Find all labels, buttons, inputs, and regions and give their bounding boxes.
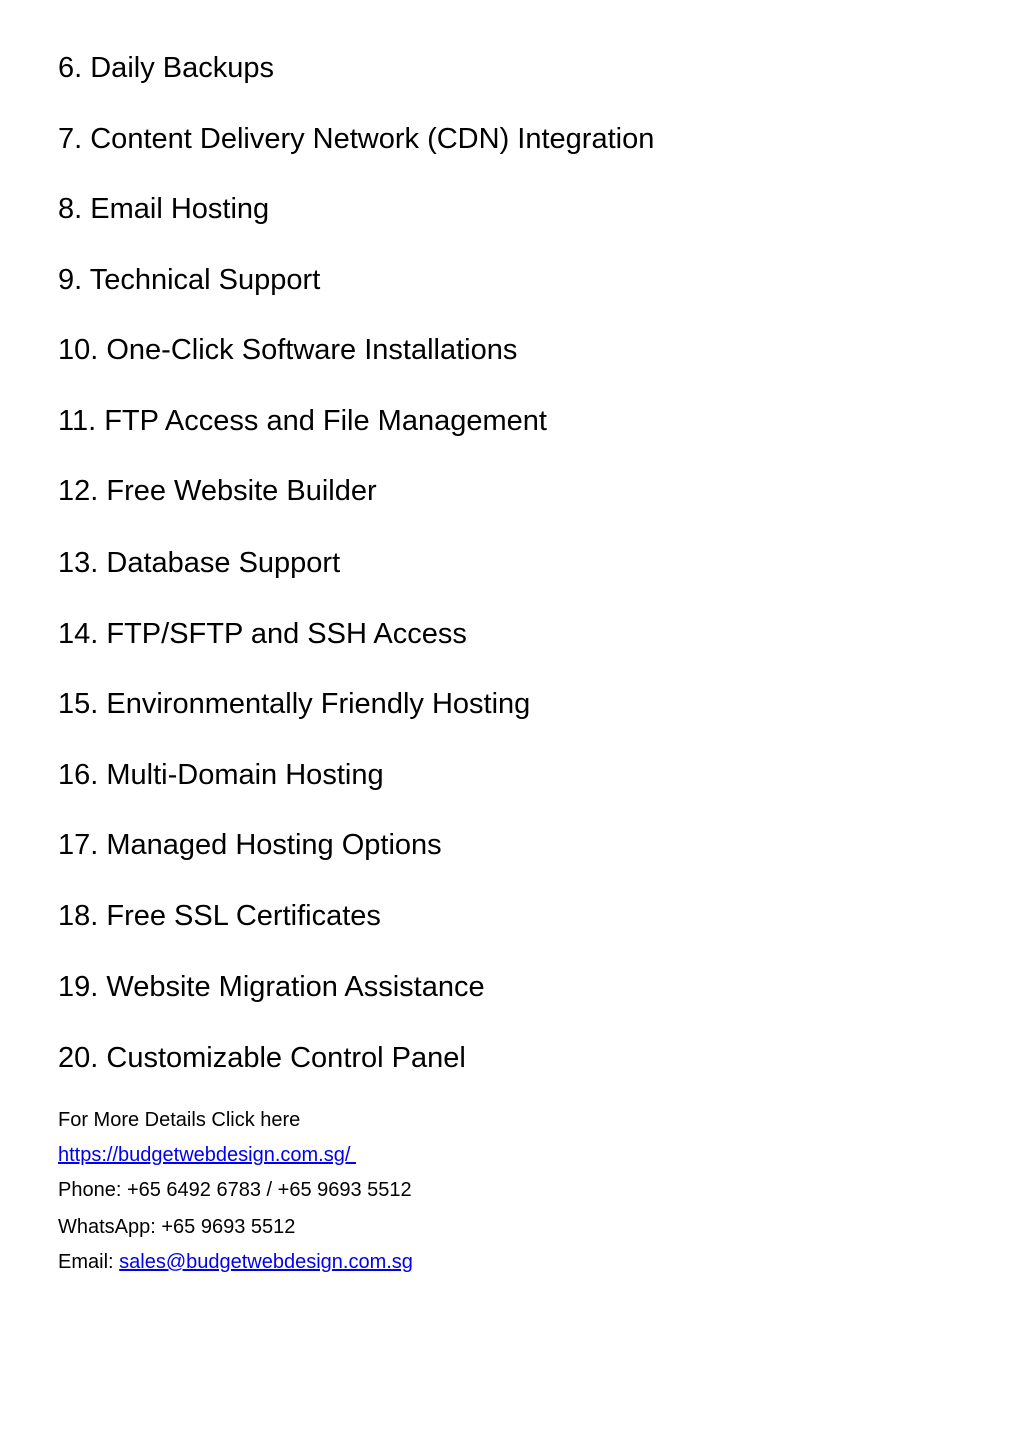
- list-item: 18. Free SSL Certificates: [58, 900, 381, 932]
- list-item: 19. Website Migration Assistance: [58, 971, 485, 1003]
- whatsapp-text: WhatsApp: +65 9693 5512: [58, 1216, 296, 1238]
- list-item: 11. FTP Access and File Management: [58, 405, 547, 437]
- list-item: 7. Content Delivery Network (CDN) Integration: [58, 123, 655, 155]
- list-item: 6. Daily Backups: [58, 52, 274, 84]
- email-label: Email:: [58, 1251, 120, 1273]
- website-link-trailing-space[interactable]: [350, 1144, 356, 1166]
- list-item: 14. FTP/SFTP and SSH Access: [58, 618, 467, 650]
- list-item: 9. Technical Support: [58, 264, 321, 296]
- details-label: For More Details Click here: [58, 1109, 301, 1131]
- list-item: 15. Environmentally Friendly Hosting: [58, 688, 531, 720]
- email-line: [58, 1249, 413, 1275]
- website-line: [58, 1142, 356, 1168]
- phone-text: Phone: +65 6492 6783 / +65 9693 5512: [58, 1179, 412, 1201]
- list-item: 10. One-Click Software Installations: [58, 334, 518, 366]
- list-item: 8. Email Hosting: [58, 193, 270, 225]
- list-item: 12. Free Website Builder: [58, 475, 377, 507]
- list-item: 16. Multi-Domain Hosting: [58, 759, 384, 791]
- list-item: 17. Managed Hosting Options: [58, 829, 442, 861]
- email-link[interactable]: sales@budgetwebdesign.com.sg: [119, 1251, 413, 1273]
- website-link[interactable]: https://budgetwebdesign.com.sg/: [58, 1144, 351, 1166]
- list-item: 13. Database Support: [58, 547, 341, 579]
- list-item: 20. Customizable Control Panel: [58, 1042, 466, 1074]
